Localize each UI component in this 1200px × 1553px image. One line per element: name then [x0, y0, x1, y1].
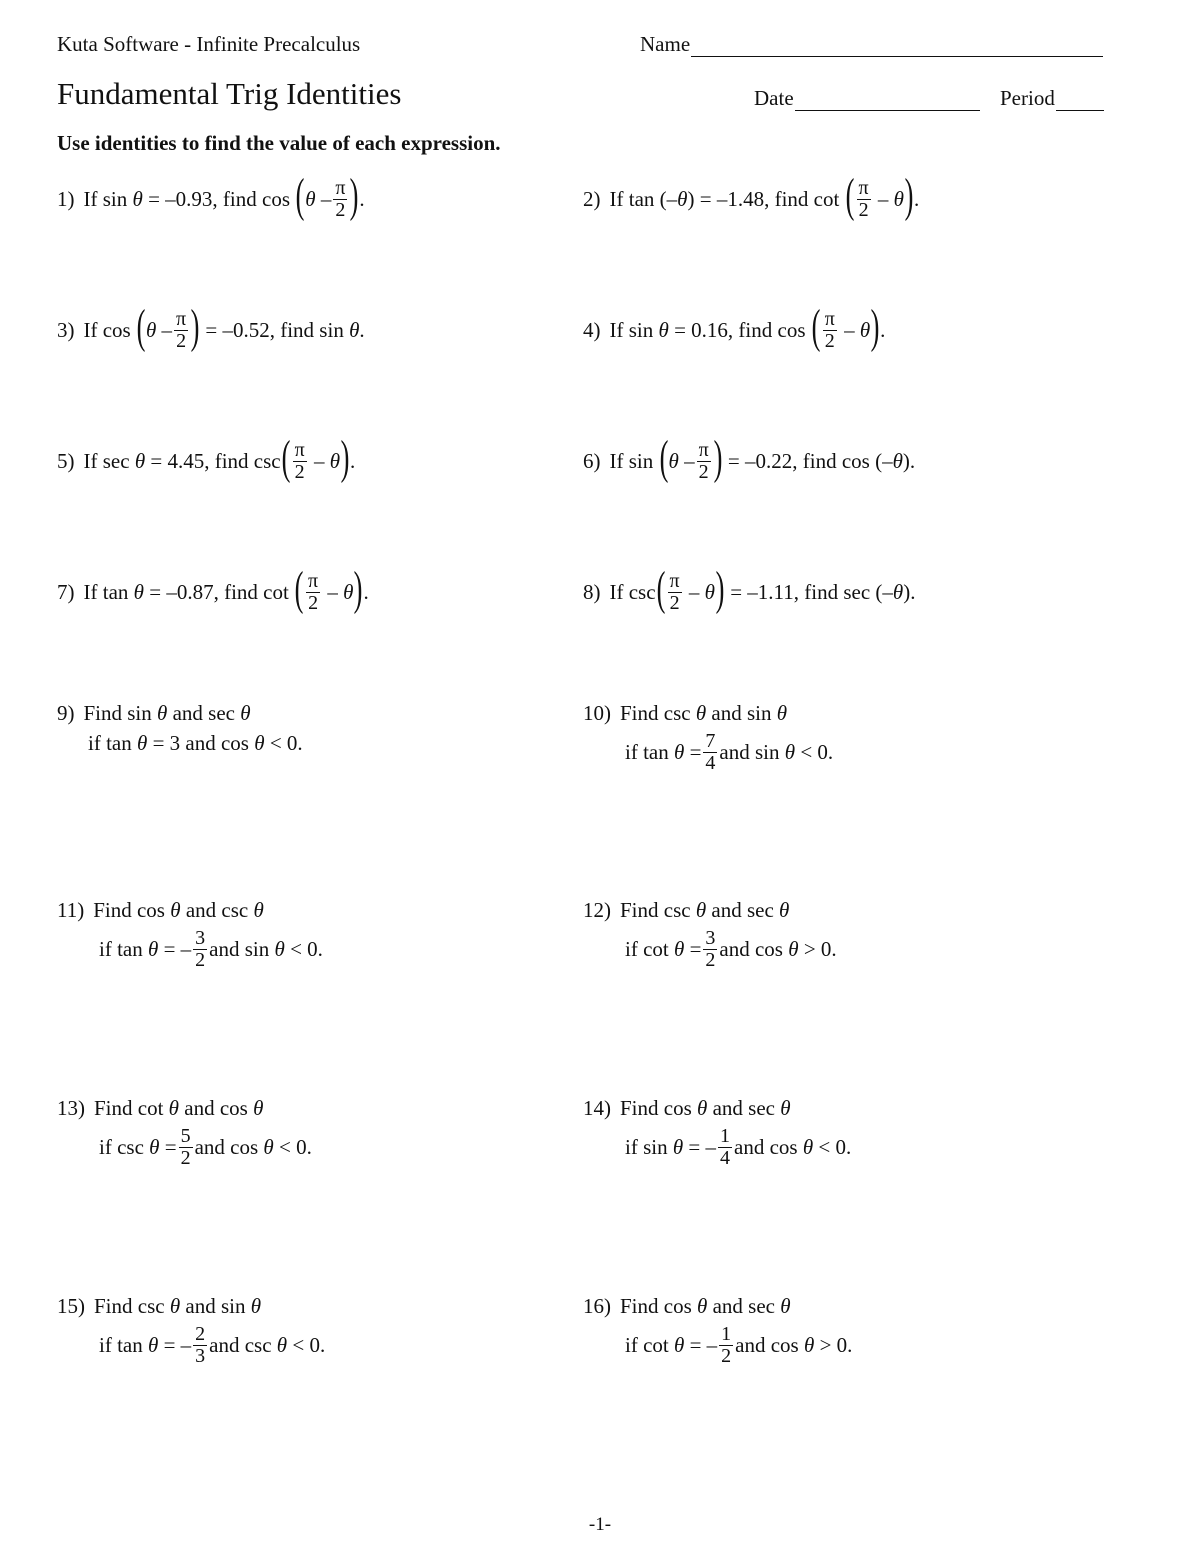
fraction-denominator: 4 [705, 752, 716, 774]
value-fraction [718, 1126, 732, 1169]
problem-text: if tan [99, 937, 143, 961]
problem-number: 2) [583, 186, 601, 211]
problem-text: = 4.45, find csc [150, 448, 281, 473]
fraction-denominator: 3 [195, 1345, 206, 1367]
theta-symbol: θ [349, 317, 360, 342]
fraction-numerator: π [294, 438, 305, 461]
problem-text: = – [163, 937, 192, 961]
fraction-denominator: 2 [294, 460, 305, 483]
problem-text: if cot [625, 937, 669, 961]
left-paren: ( [811, 300, 821, 353]
minus-sign: – [320, 186, 332, 211]
theta-symbol: θ [168, 1096, 179, 1120]
page-number: -1- [588, 1514, 612, 1535]
value-fraction [703, 731, 717, 774]
problem-number: 10) [583, 701, 611, 725]
problem-text: if tan [99, 1333, 143, 1357]
right-paren: ) [190, 300, 200, 353]
period-mark: . [880, 317, 886, 342]
theta-symbol: θ [170, 898, 181, 922]
problem-text: and sin [719, 740, 780, 764]
problem-number: 8) [583, 579, 601, 604]
problem-text: If cos [83, 317, 131, 342]
fraction-numerator: 1 [721, 1323, 732, 1345]
value-fraction [719, 1324, 733, 1367]
period-blank-line[interactable] [1056, 90, 1104, 111]
name-field[interactable] [640, 32, 1103, 57]
theta-symbol: θ [776, 701, 788, 725]
problem-text: Find cos [620, 1294, 692, 1318]
problem-number: 6) [583, 448, 601, 473]
left-paren: ( [136, 300, 146, 353]
theta-symbol: θ [784, 740, 796, 764]
problem-text: and cos [734, 1135, 798, 1159]
period-mark: . [363, 579, 369, 604]
theta-symbol: θ [253, 898, 264, 922]
minus-sign: – [313, 448, 325, 473]
pi-over-two-fraction [306, 571, 320, 614]
period-mark: . [359, 317, 365, 342]
right-paren: ) [870, 300, 880, 353]
problem-text: and sec [172, 701, 235, 725]
problem-text: and sin [185, 1294, 246, 1318]
theta-symbol: θ [673, 1333, 685, 1357]
worksheet-title: Fundamental Trig Identities [57, 76, 402, 111]
problem-number: 9) [57, 701, 75, 725]
period-mark: . [913, 186, 920, 211]
theta-symbol: θ [668, 448, 679, 473]
right-paren: ) [715, 562, 725, 615]
name-label: Name [640, 32, 691, 56]
fraction-numerator: π [335, 176, 346, 199]
theta-symbol: θ [147, 937, 159, 961]
problem-text: If sec [83, 448, 130, 473]
fraction-denominator: 2 [721, 1345, 732, 1367]
right-paren: ) [713, 431, 723, 484]
fraction-denominator: 2 [180, 1147, 191, 1169]
fraction-numerator: 3 [705, 927, 716, 949]
fraction-denominator: 2 [176, 329, 187, 352]
theta-symbol: θ [893, 186, 904, 211]
theta-symbol: θ [263, 1135, 274, 1159]
theta-symbol: θ [697, 1294, 708, 1318]
theta-symbol: θ [780, 1096, 791, 1120]
problem-text: Find sin [83, 701, 152, 725]
problem-text: > 0. [819, 1333, 853, 1357]
problem-text: and csc [209, 1333, 272, 1357]
fraction-numerator: 2 [195, 1323, 206, 1345]
problem-text: if csc [99, 1135, 144, 1159]
theta-symbol: θ [169, 1294, 181, 1318]
fraction-denominator: 2 [858, 198, 869, 221]
period-mark: ). [902, 448, 916, 473]
pi-over-two-fraction [333, 178, 347, 221]
period-field[interactable] [1000, 86, 1104, 111]
fraction-numerator: π [858, 176, 869, 199]
problem-number: 4) [583, 317, 601, 342]
problem-number: 14) [583, 1096, 611, 1120]
theta-symbol: θ [133, 579, 144, 604]
problem-text: and sin [209, 937, 270, 961]
problem-text: If tan [609, 186, 655, 211]
theta-symbol: θ [329, 448, 341, 473]
minus-sign: – [877, 186, 889, 211]
value-fraction [193, 1324, 207, 1367]
theta-symbol: θ [305, 186, 316, 211]
theta-symbol: θ [673, 740, 685, 764]
fraction-denominator: 2 [669, 591, 680, 614]
problem-text: = –0.52, find sin [205, 317, 344, 342]
pi-over-two-fraction [174, 309, 188, 352]
left-paren: ( [281, 431, 291, 484]
theta-symbol: θ [697, 1096, 708, 1120]
fraction-numerator: π [824, 307, 835, 330]
name-blank-line[interactable] [691, 36, 1103, 57]
problem-number: 1) [57, 186, 75, 211]
fraction-numerator: π [669, 569, 680, 592]
problem-text: (– [659, 186, 678, 211]
problem-text: = [164, 1135, 177, 1159]
left-paren: ( [845, 169, 854, 222]
problem-text: If sin [83, 186, 128, 211]
theta-symbol: θ [254, 731, 265, 755]
problem-text: > 0. [803, 937, 837, 961]
problem-text: = –1.11, find sec (– [730, 579, 893, 604]
fraction-denominator: 2 [308, 591, 319, 614]
theta-symbol: θ [136, 731, 148, 755]
pi-over-two-fraction [697, 440, 711, 483]
theta-symbol: θ [672, 1135, 684, 1159]
problem-text: Find cos [620, 1096, 692, 1120]
theta-symbol: θ [704, 579, 715, 604]
problem-text: < 0. [800, 740, 834, 764]
problem-number: 12) [583, 898, 611, 922]
problem-number: 11) [57, 898, 85, 922]
value-fraction [179, 1126, 193, 1169]
problem-text: = – [163, 1333, 192, 1357]
problem-text: if tan [88, 731, 132, 755]
theta-symbol: θ [892, 448, 903, 473]
period-mark: . [350, 448, 356, 473]
theta-symbol: θ [132, 186, 143, 211]
pi-over-two-fraction [293, 440, 307, 483]
software-label: Kuta Software - Infinite Precalculus [57, 32, 361, 56]
theta-symbol: θ [240, 701, 251, 725]
problem-number: 3) [57, 317, 75, 342]
problem-number: 13) [57, 1096, 85, 1120]
fraction-numerator: 1 [720, 1125, 731, 1147]
theta-symbol: θ [276, 1333, 288, 1357]
problem-text: = –0.22, find cos (– [727, 448, 893, 473]
problem-text: and sin [711, 701, 772, 725]
theta-symbol: θ [779, 898, 790, 922]
problem-text: Find csc [620, 898, 691, 922]
left-paren: ( [294, 562, 304, 615]
problem-text: if sin [625, 1135, 668, 1159]
fraction-numerator: 3 [195, 927, 206, 949]
minus-sign: – [844, 317, 855, 342]
problem-text: and cos [735, 1333, 799, 1357]
instructions: Use identities to find the value of each expression. [57, 131, 501, 155]
problem-text: Find cos [93, 898, 165, 922]
minus-sign: – [327, 579, 338, 604]
problem-text: = [689, 740, 702, 764]
problem-text: If csc [609, 579, 656, 604]
fraction-denominator: 2 [705, 949, 716, 971]
theta-symbol: θ [147, 1333, 159, 1357]
pi-over-two-fraction [668, 571, 682, 614]
right-paren: ) [350, 169, 359, 222]
problem-text: Find csc [94, 1294, 165, 1318]
fraction-denominator: 2 [698, 460, 709, 483]
fraction-denominator: 2 [335, 198, 346, 221]
theta-symbol: θ [803, 1333, 815, 1357]
problem-number: 15) [57, 1294, 85, 1318]
date-field[interactable] [754, 86, 980, 111]
right-paren: ) [904, 169, 914, 222]
problem-text: = – [688, 1135, 717, 1159]
problem-text: and cos [184, 1096, 248, 1120]
fraction-numerator: 7 [705, 730, 716, 752]
minus-sign: – [684, 448, 695, 473]
theta-symbol: θ [658, 317, 669, 342]
theta-symbol: θ [253, 1096, 264, 1120]
problem-text: = – [689, 1333, 718, 1357]
right-paren: ) [340, 431, 350, 484]
right-paren: ) [354, 562, 363, 615]
theta-symbol: θ [157, 701, 168, 725]
fraction-denominator: 2 [195, 949, 206, 971]
problem-text: < 0. [269, 731, 303, 755]
theta-symbol: θ [145, 317, 157, 342]
problem-text: and sec [712, 1294, 775, 1318]
problem-text: if tan [625, 740, 669, 764]
theta-symbol: θ [802, 1135, 814, 1159]
left-paren: ( [295, 169, 305, 222]
problem-text: = [689, 937, 702, 961]
fraction-numerator: π [698, 438, 709, 461]
theta-symbol: θ [788, 937, 799, 961]
left-paren: ( [659, 431, 668, 484]
date-label: Date [754, 86, 794, 110]
problem-text: if cot [625, 1333, 669, 1357]
problem-number: 7) [57, 579, 75, 604]
problem-text: and sec [711, 898, 774, 922]
fraction-numerator: 5 [180, 1125, 191, 1147]
theta-symbol: θ [695, 898, 707, 922]
period-mark: ). [903, 579, 916, 604]
left-paren: ( [656, 562, 665, 615]
pi-over-two-fraction [857, 178, 871, 221]
problem-text: = –0.87, find cot [149, 579, 289, 604]
problem-text: < 0. [818, 1135, 852, 1159]
problem-text: < 0. [292, 1333, 326, 1357]
theta-symbol: θ [695, 701, 707, 725]
problem-text: ) = –1.48, find cot [687, 186, 840, 211]
problem-text: and cos [719, 937, 783, 961]
problem-number: 16) [583, 1294, 611, 1318]
theta-symbol: θ [134, 448, 146, 473]
theta-symbol: θ [250, 1294, 262, 1318]
problem-text: < 0. [290, 937, 323, 961]
theta-symbol: θ [859, 317, 871, 342]
minus-sign: – [688, 579, 700, 604]
problem-text: and cos [194, 1135, 259, 1159]
value-fraction [193, 928, 207, 971]
value-fraction [703, 928, 717, 971]
problem-text: and sec [712, 1096, 775, 1120]
problem-number: 5) [57, 448, 75, 473]
date-blank-line[interactable] [795, 90, 980, 111]
minus-sign: – [161, 317, 173, 342]
problem-text: < 0. [278, 1135, 312, 1159]
theta-symbol: θ [673, 937, 685, 961]
problem-text: If tan [83, 579, 129, 604]
theta-symbol: θ [274, 937, 285, 961]
theta-symbol: θ [677, 186, 688, 211]
problem-text: Find csc [620, 701, 691, 725]
problem-text: = –0.93, find cos [148, 186, 290, 211]
fraction-denominator: 2 [824, 329, 835, 352]
problem-text: and csc [185, 898, 249, 922]
theta-symbol: θ [780, 1294, 791, 1318]
fraction-denominator: 4 [720, 1147, 731, 1169]
theta-symbol: θ [343, 579, 354, 604]
pi-over-two-fraction [823, 309, 837, 352]
theta-symbol: θ [149, 1135, 160, 1159]
fraction-numerator: π [176, 307, 187, 330]
theta-symbol: θ [892, 579, 904, 604]
problem-text: If sin [609, 448, 654, 473]
problem-text: = 0.16, find cos [674, 317, 806, 342]
problem-text: Find cot [94, 1096, 164, 1120]
problem-text: If sin [609, 317, 654, 342]
period-mark: . [359, 186, 365, 211]
problem-text: = 3 and cos [152, 731, 249, 755]
fraction-numerator: π [308, 569, 319, 592]
period-label: Period [1000, 86, 1055, 110]
